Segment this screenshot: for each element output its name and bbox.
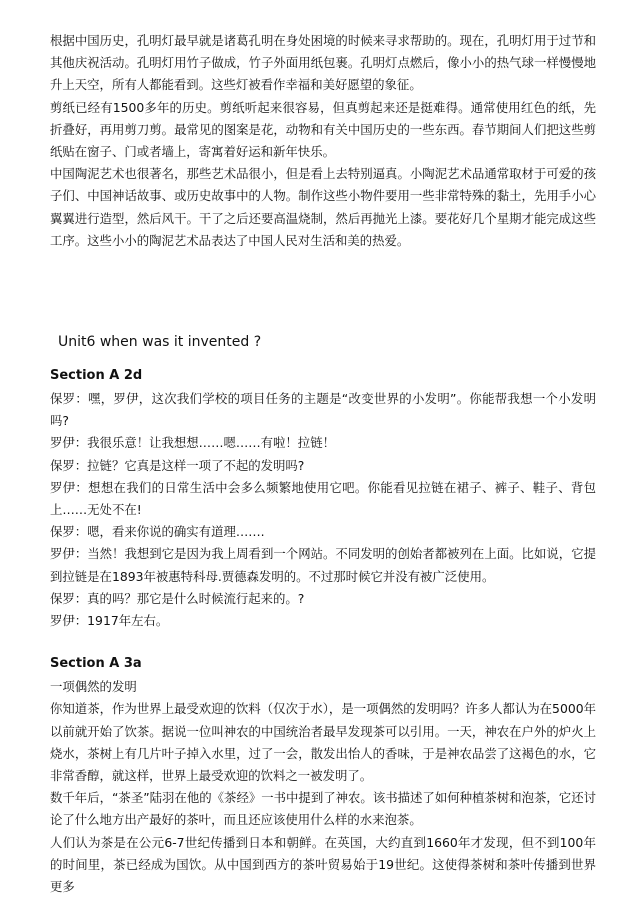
section-subtitle: 一项偶然的发明 <box>50 679 137 695</box>
dialog-line: 保罗：嗯，看来你说的确实有道理……. <box>50 524 265 540</box>
body-paragraph: 数千年后，“茶圣”陆羽在他的《茶经》一书中提到了神农。该书描述了如何种植茶树和泡茶，它还讨论了什么地方出产最好的茶叶，而且还应该使用什么样的水来泡茶。 <box>50 790 596 828</box>
dialog-line: 罗伊：想想在我们的日常生活中会多么频繁地使用它吧。你能看见拉链在裙子、裤子、鞋子、背包上……无处不在! <box>50 479 596 518</box>
paragraph-paper-cutting: 剪纸已经有1500多年的历史。剪纸听起来很容易，但真剪起来还是挺难得。通常使用红色的纸，先折叠好，再用剪刀剪。最常见的图案是花，动物和有关中国历史的一些东西。春节期间人们把这些剪纸贴在窗子、门或者墙上，寄寓着好运和新年快乐。 <box>50 99 596 160</box>
dialog-line: 保罗：真的吗？那它是什么时候流行起来的。? <box>50 590 305 606</box>
unit-title: Unit6 when was it invented ? <box>58 334 262 351</box>
section-heading-2d: Section A 2d <box>50 368 143 384</box>
section-3a <box>50 654 596 898</box>
section-heading-3a: Section A 3a <box>50 656 142 672</box>
body-paragraph: 你知道茶，作为世界上最受欢迎的饮料（仅次于水），是一项偶然的发明吗？许多人都认为在5000年以前就开始了饮茶。据说一位叫神农的中国统治者最早发现茶可以引用。一天，神农在户外的炉火上烧水，茶树上有几片叶子掉入水里，过了一会，散发出怡人的香味，于是神农品尝了这褐色的水，它非常香醇，就这样，世界上最受欢迎的饮料之一被发明了。 <box>50 701 596 784</box>
section-2d <box>50 366 596 632</box>
dialog-line: 保罗：嘿，罗伊，这次我们学校的项目任务的主题是“改变世界的小发明”。你能帮我想一个小发明吗? <box>50 391 596 429</box>
dialog-line: 罗伊：我很乐意！让我想想……嗯……有啦！拉链！ <box>50 435 335 451</box>
paragraph-clay-art: 中国陶泥艺术也很著名，那些艺术品很小，但是看上去特别逼真。小陶泥艺术品通常取材于可爱的孩子们、中国神话故事、或历史故事中的人物。制作这些小物件要用一些非常特殊的黏土，先用手小心翼翼进行造型，然后风干。干了之后还要高温烧制，然后再抛光上漆。要花好几个星期才能完成这些工序。这些小小的陶泥艺术品表达了中国人民对生活和美的热爱。 <box>50 166 596 248</box>
document-page <box>50 30 596 898</box>
paragraph-kongming-lantern: 根据中国历史，孔明灯最早就是诸葛孔明在身处困境的时候来寻求帮助的。现在，孔明灯用于过节和其他庆祝活动。孔明灯用竹子做成，竹子外面用纸包裹。孔明灯点燃后，像小小的热气球一样慢慢地升上天空，所有人都能看到。这些灯被看作幸福和美好愿望的象征。 <box>50 33 596 93</box>
body-paragraph: 人们认为茶是在公元6-7世纪传播到日本和朝鲜。在英国，大约直到1660年才发现，但不到100年的时间里，茶已经成为国饮。从中国到西方的茶叶贸易始于19世纪。这使得茶树和茶叶传播到世界更多 <box>50 834 596 895</box>
dialog-line: 罗伊：1917年左右。 <box>50 613 169 629</box>
intro-section <box>50 30 596 252</box>
dialog-line: 罗伊：当然！我想到它是因为我上周看到一个网站。不同发明的创始者都被列在上面。比如说，它提到拉链是在1893年被惠特科母.贾德森发明的。不过那时候它并没有被广泛使用。 <box>50 546 596 584</box>
dialog-line: 保罗：拉链？它真是这样一项了不起的发明吗? <box>50 457 305 473</box>
